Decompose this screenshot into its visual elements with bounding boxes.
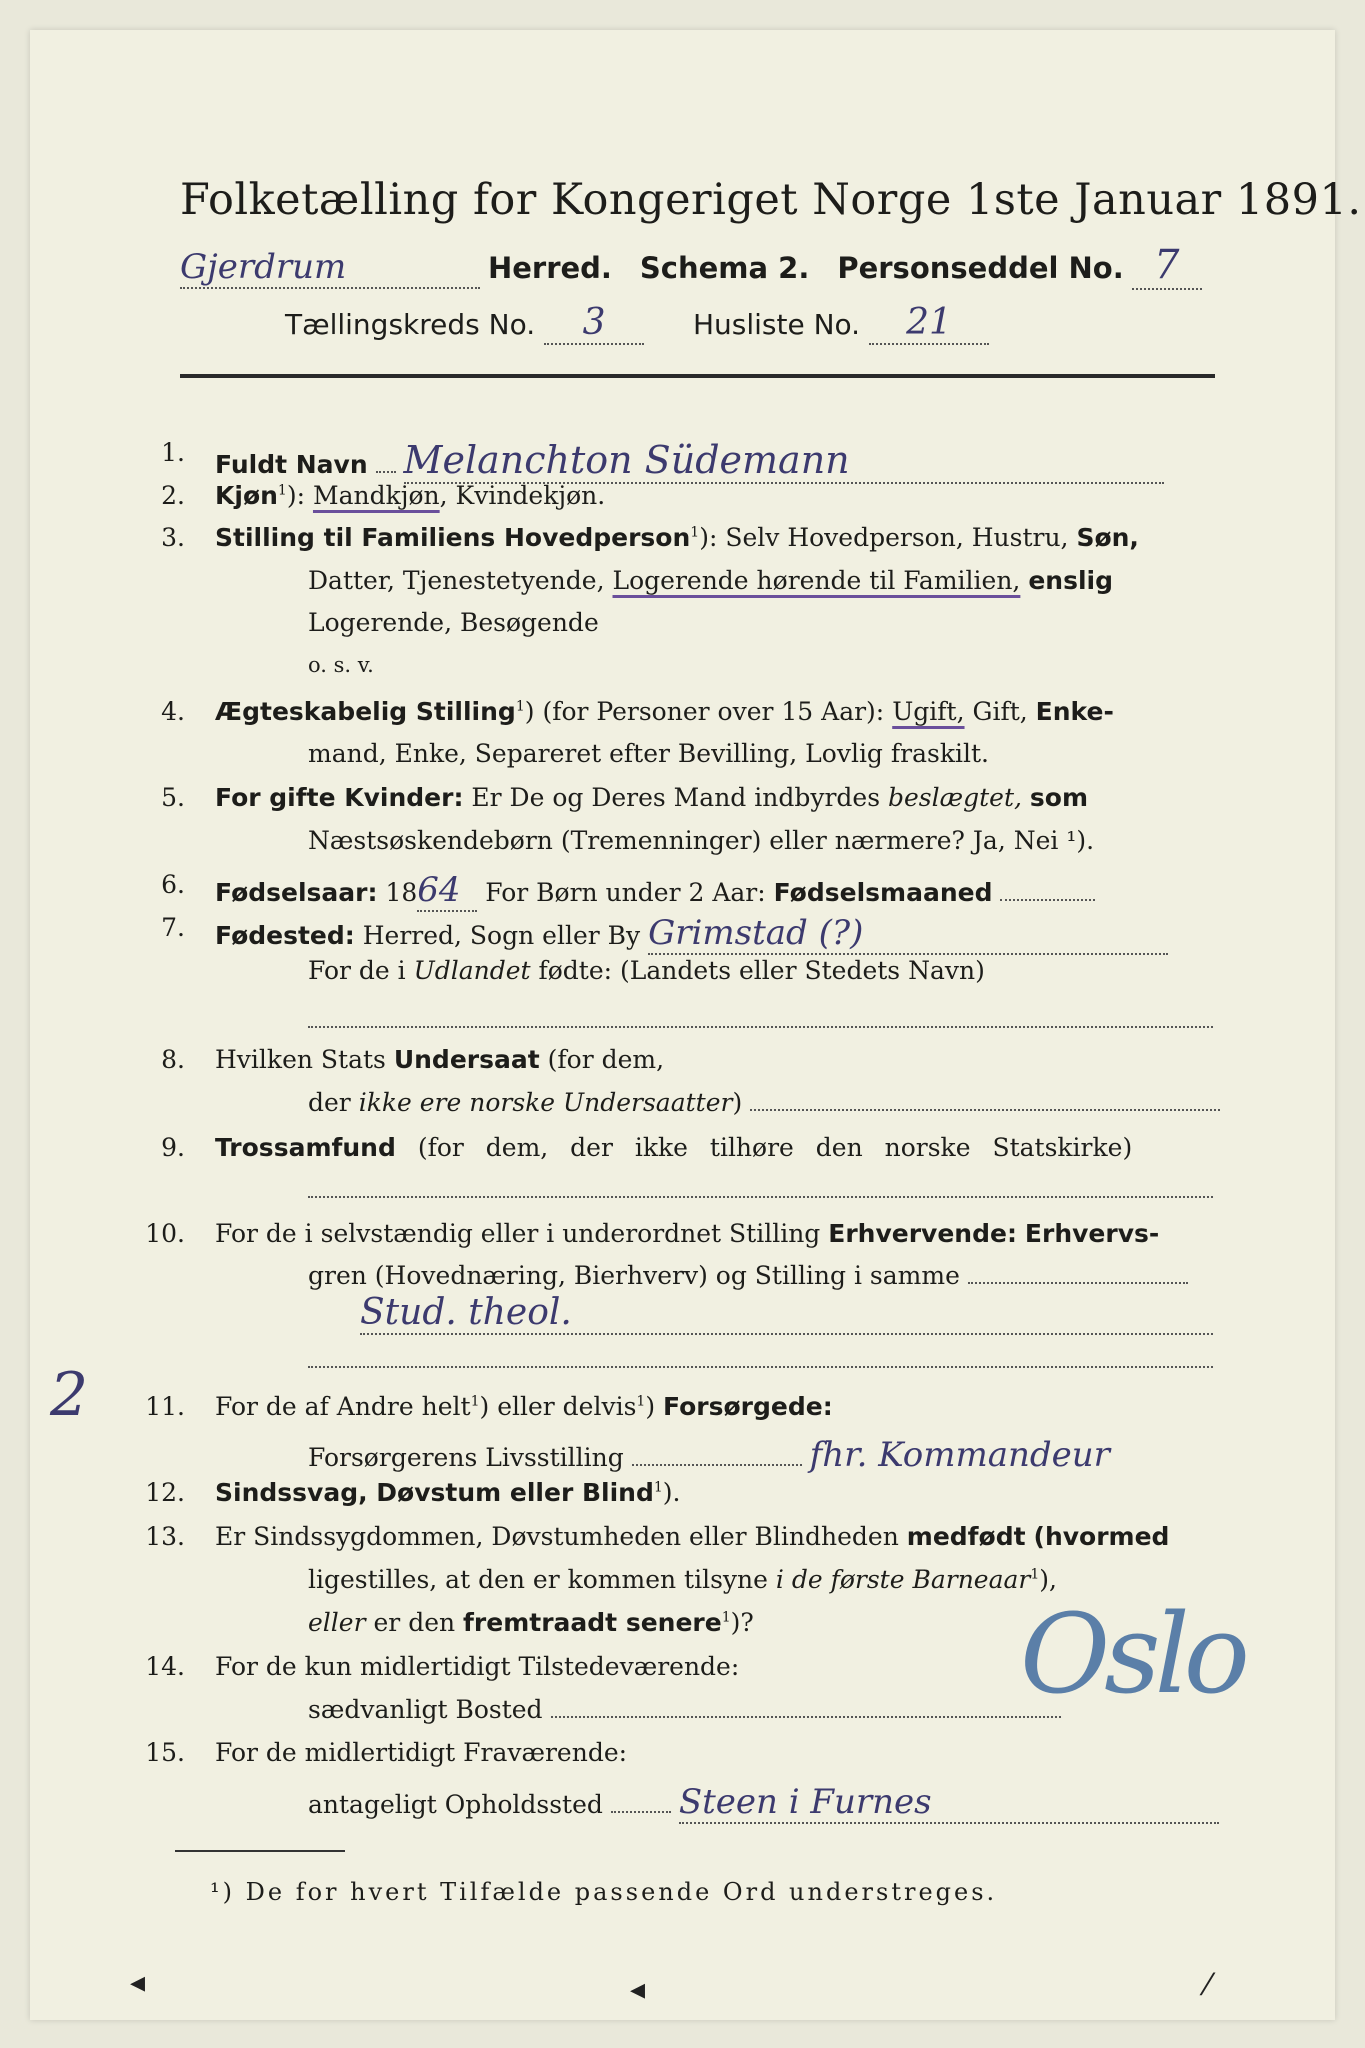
q5-text1a: Er De og Deres Mand indbyrdes [471, 783, 881, 812]
q7-text2b: fødte: (Landets eller Stedets Navn) [538, 956, 985, 985]
q6-line [215, 870, 1095, 912]
q10-erhvervende: Erhvervende: [828, 1219, 1017, 1248]
q3-son: Søn, [1076, 523, 1139, 552]
q14-text2: sædvanligt Bosted [308, 1695, 543, 1724]
q3-line2 [308, 566, 1113, 595]
q11-text1b: ) eller delvis [479, 1392, 637, 1421]
q15-leader [611, 1810, 671, 1813]
q6-label2: Fødselsmaaned [773, 878, 993, 907]
schema-label: Schema 2. [639, 251, 810, 285]
q6-number: 6. [161, 870, 185, 899]
q15-number: 15. [145, 1738, 185, 1767]
q12-number: 12. [145, 1478, 185, 1507]
q10-leader [968, 1281, 1188, 1284]
q11-text2: Forsørgerens Livsstilling [308, 1443, 624, 1472]
q8-text2c: ) [732, 1088, 743, 1117]
q3-enslig: enslig [1028, 566, 1113, 595]
q1-number: 1. [161, 438, 185, 467]
q3-text1: ): Selv Hovedperson, Hustru, [699, 523, 1069, 552]
q9-line1 [215, 1133, 1132, 1162]
herred-line [180, 242, 1202, 290]
q13-number: 13. [145, 1522, 185, 1551]
form-title: Folketælling for Kongeriget Norge 1ste Januar 1891. [180, 175, 1362, 225]
q13-text3b: )? [730, 1608, 754, 1637]
header-rule [180, 374, 1215, 378]
q14-line2 [308, 1695, 1061, 1724]
q2-option-kvindekjon: , Kvindekjøn. [439, 481, 606, 510]
q11-leader [632, 1463, 802, 1466]
taellingskreds-value: 3 [544, 302, 644, 345]
q8-text1a: Hvilken Stats [215, 1045, 386, 1074]
q9-answer-line [308, 1195, 1213, 1198]
q6-mid: For Børn under 2 Aar: [485, 878, 766, 907]
q8-ikke-norske: ikke ere norske Undersaatter [358, 1088, 733, 1117]
q9-number: 9. [161, 1133, 185, 1162]
q1-label: Fuldt Navn [215, 450, 368, 479]
q3-text2a: Datter, Tjenestetyende, [308, 566, 605, 595]
q12-tail: ). [662, 1478, 681, 1507]
q1-line [215, 438, 1164, 484]
q7-line1 [215, 913, 1168, 955]
q13-forste-barneaar: i de første Barneaar [775, 1565, 1031, 1594]
q3-line4: o. s. v. [308, 653, 374, 677]
q13-line2: ligestilles, at den er kommen tilsyne i de første Barneaar$^1$), [308, 1565, 1057, 1594]
q7-text2a: For de i [308, 956, 406, 985]
q2-option-mandkjon: Mandkjøn [312, 481, 440, 510]
q11-number: 11. [145, 1392, 185, 1421]
q15-line2 [308, 1782, 1219, 1824]
q10-line1 [215, 1219, 1159, 1248]
q3-number: 3. [161, 523, 185, 552]
q5-som: som [1029, 783, 1089, 812]
q13-line3: eller er den fremtraadt senere$^1$)? [308, 1608, 754, 1637]
q8-number: 8. [161, 1045, 185, 1074]
q7-line2 [308, 956, 985, 985]
q7-label: Fødested: [215, 921, 355, 950]
q13-hvormed: (hvormed [1033, 1522, 1170, 1551]
q10-line2 [308, 1261, 1188, 1290]
corner-mark-right: ⁄ [1205, 1968, 1211, 2003]
q14-line1: For de kun midlertidigt Tilstedeværende: [215, 1652, 740, 1681]
q13-fremtraadt: fremtraadt senere [463, 1608, 722, 1637]
q8-line2 [308, 1088, 1220, 1117]
q11-line2 [308, 1435, 1110, 1475]
q2-label: Kjøn [215, 481, 278, 510]
q11-value: fhr. Kommandeur [809, 1435, 1110, 1475]
corner-mark-center: ◂ [630, 1972, 646, 2007]
q3-line3: Logerende, Besøgende [308, 608, 599, 637]
q5-number: 5. [161, 783, 185, 812]
q7-value: Grimstad (?) [648, 913, 1168, 955]
q10-text2: gren (Hovednæring, Bierhverv) og Stilling i samme [308, 1261, 960, 1290]
taellingskreds-label: Tællingskreds No. [285, 308, 536, 341]
q13-eller: eller [308, 1608, 366, 1637]
q4-enke: Enke- [1035, 697, 1114, 726]
q11-margin-note: 2 [50, 1360, 89, 1430]
q7-text1: Herred, Sogn eller By [362, 921, 641, 950]
q12-line: Sindssvag, Døvstum eller Blind$^1$). [215, 1478, 681, 1507]
q5-line2: Næstsøskendebørn (Tremenninger) eller nærmere? Ja, Nei ¹). [308, 826, 1095, 855]
q14-value: Oslo [1020, 1590, 1245, 1718]
q5-line1 [215, 783, 1088, 812]
taellingskreds-line [285, 302, 989, 345]
q8-undersaat: Undersaat [393, 1045, 540, 1074]
q15-value: Steen i Furnes [679, 1782, 1219, 1824]
q4-text1a: ) (for Personer over 15 Aar): [524, 697, 885, 726]
q5-beslaegtet: beslægtet, [888, 783, 1022, 812]
q3-line1: Stilling til Familiens Hovedperson$^1$): Selv Hovedperson, Hustru, Søn, [215, 523, 1139, 552]
census-form-page [30, 30, 1362, 2020]
q13-text2c: ), [1039, 1565, 1057, 1594]
q13-medfodt: medfødt [906, 1522, 1026, 1551]
personseddel-label: Personseddel No. [837, 251, 1124, 285]
q6-label: Fødselsaar: [215, 878, 378, 907]
q10-value: Stud. theol. [360, 1292, 1213, 1335]
q9-text1: (for dem, der ikke tilhøre den norske Statskirke) [417, 1133, 1133, 1162]
q2-sup: 1 [277, 482, 287, 499]
q14-number: 14. [145, 1652, 185, 1681]
q10-answer-line-2 [308, 1365, 1213, 1368]
q10-erhvervs: Erhvervs- [1024, 1219, 1160, 1248]
q15-text2: antageligt Opholdssted [308, 1790, 603, 1819]
q6-leader [1000, 898, 1095, 901]
q3-label: Stilling til Familiens Hovedperson [215, 523, 691, 552]
q7-number: 7. [161, 913, 185, 942]
q6-prefix: 18 [385, 878, 418, 907]
corner-mark-left: ◂ [130, 1965, 146, 2000]
husliste-value: 21 [869, 302, 989, 345]
q7-udlandet: Udlandet [413, 956, 531, 985]
q7-answer-line [308, 1025, 1213, 1028]
q1-leader [376, 470, 396, 473]
q8-text2a: der [308, 1088, 351, 1117]
q11-text1a: For de af Andre helt [215, 1392, 471, 1421]
q1-value: Melanchton Südemann [404, 438, 1164, 484]
q10-number: 10. [145, 1219, 185, 1248]
q13-text2a: ligestilles, at den er kommen tilsyne [308, 1565, 768, 1594]
q4-line1: Ægteskabelig Stilling$^1$) (for Personer over 15 Aar): Ugift, Gift, Enke- [215, 697, 1114, 726]
q14-leader [551, 1715, 1061, 1718]
q11-line1: For de af Andre helt$^1$) eller delvis$^1$) Forsørgede: [215, 1392, 833, 1421]
q13-text3a: er den [373, 1608, 456, 1637]
personseddel-value: 7 [1132, 242, 1202, 290]
q8-text1b: (for dem, [547, 1045, 665, 1074]
q10-text1a: For de i selvstændig eller i underordnet Stilling [215, 1219, 821, 1248]
q4-label: Ægteskabelig Stilling [215, 697, 516, 726]
q5-label: For gifte Kvinder: [215, 783, 464, 812]
q3-logerende-horende: Logerende hørende til Familien, [612, 566, 1021, 595]
q9-label: Trossamfund [215, 1133, 396, 1162]
q13-text1a: Er Sindssygdommen, Døvstumheden eller Blindheden [215, 1522, 899, 1551]
q4-gift: Gift, [972, 697, 1028, 726]
q6-value: 64 [417, 870, 477, 912]
q4-number: 4. [161, 697, 185, 726]
footnote-rule [175, 1850, 345, 1852]
q11-forsorgede: Forsørgede: [663, 1392, 833, 1421]
q4-line2: mand, Enke, Separeret efter Bevilling, Lovlig fraskilt. [308, 739, 989, 768]
husliste-label: Husliste No. [692, 308, 861, 341]
q2-line: Kjøn$^1$): Mandkjøn, Kvindekjøn. [215, 481, 606, 510]
q8-line1 [215, 1045, 664, 1074]
q8-leader [750, 1108, 1220, 1111]
q2-number: 2. [161, 481, 185, 510]
herred-value: Gjerdrum [180, 247, 480, 289]
herred-label: Herred. [487, 251, 612, 285]
q15-line1: For de midlertidigt Fraværende: [215, 1738, 628, 1767]
q13-line1 [215, 1522, 1169, 1551]
q12-label: Sindssvag, Døvstum eller Blind [215, 1478, 654, 1507]
footnote: ¹) De for hvert Tilfælde passende Ord understreges. [210, 1878, 998, 1906]
q4-ugift: Ugift, [892, 697, 965, 726]
